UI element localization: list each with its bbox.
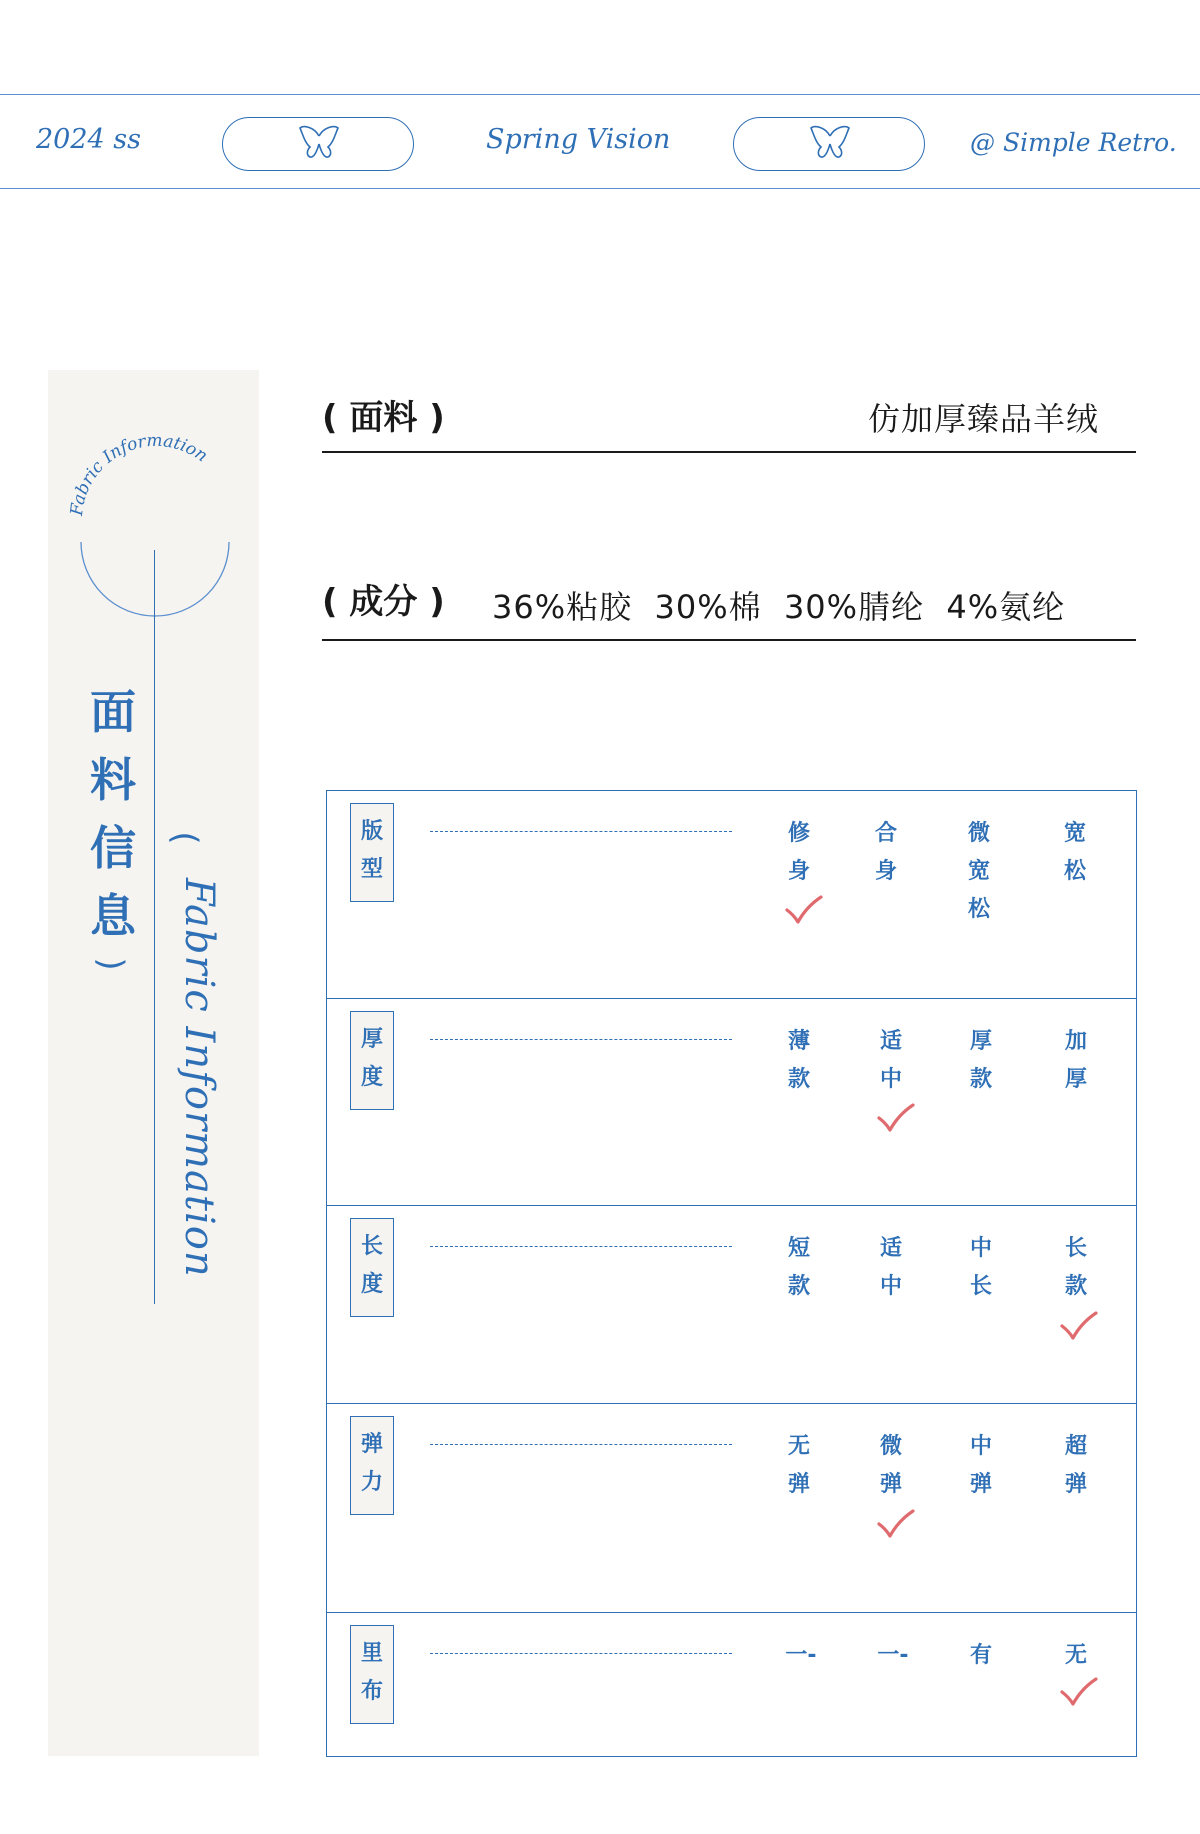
header-bottom-line	[0, 188, 1200, 189]
checkmark-icon	[1060, 1311, 1098, 1341]
option-label: 短款	[787, 1236, 810, 1299]
attribute-table	[326, 790, 1137, 1757]
butterfly-pill-right	[733, 117, 925, 171]
option-label: 合身	[874, 821, 897, 884]
butterfly-icon	[808, 124, 852, 162]
table-row	[327, 1206, 1136, 1404]
checkmark-icon	[877, 1103, 915, 1133]
attribute-label: 长度	[350, 1218, 394, 1317]
attribute-label: 里布	[350, 1625, 394, 1724]
option-label: 中长	[969, 1236, 992, 1299]
composition-rule	[322, 639, 1136, 641]
option-label: 微弹	[879, 1434, 902, 1497]
attribute-label: 版型	[350, 803, 394, 902]
option-label: 加厚	[1064, 1029, 1087, 1092]
side-paren-open: (	[164, 831, 205, 845]
table-row	[327, 1404, 1136, 1613]
checkmark-icon	[1060, 1677, 1098, 1707]
fabric-rule	[322, 451, 1136, 453]
dashed-leader	[430, 1653, 732, 1654]
fabric-value: 仿加厚臻品羊绒	[868, 400, 1100, 438]
option-label: 长款	[1064, 1236, 1087, 1299]
dashed-leader	[430, 1039, 732, 1040]
table-row	[327, 791, 1136, 999]
option-label: 一-	[877, 1643, 909, 1668]
brand-handle: @ Simple Retro.	[970, 128, 1177, 157]
option-label: 适中	[879, 1236, 902, 1299]
dashed-leader	[430, 1246, 732, 1247]
fabric-label: ( 面料 )	[322, 398, 445, 438]
side-script-text: Fabric Information	[176, 878, 222, 1278]
option-label: 有	[969, 1643, 992, 1668]
checkmark-icon	[785, 895, 823, 925]
header-top-line	[0, 94, 1200, 95]
table-row	[327, 1613, 1136, 1758]
collection-title: Spring Vision	[486, 124, 671, 155]
side-vertical-line	[154, 550, 155, 1304]
attribute-label: 厚度	[350, 1011, 394, 1110]
option-label: 薄款	[787, 1029, 810, 1092]
checkmark-icon	[877, 1509, 915, 1539]
attribute-label: 弹力	[350, 1416, 394, 1515]
composition-value: 36%粘胶 30%棉 30%腈纶 4%氨纶	[492, 588, 1066, 626]
option-label: 一-	[785, 1643, 817, 1668]
table-row	[327, 999, 1136, 1206]
dashed-leader	[430, 831, 732, 832]
butterfly-icon	[297, 124, 341, 162]
option-label: 修身	[787, 821, 810, 884]
option-label: 微宽松	[967, 821, 990, 922]
option-label: 无弹	[787, 1434, 810, 1497]
option-label: 无	[1064, 1643, 1087, 1668]
option-label: 厚款	[969, 1029, 992, 1092]
option-label: 超弹	[1064, 1434, 1087, 1497]
side-title: 面料信息	[90, 685, 136, 943]
side-paren-close: )	[90, 957, 131, 971]
arc-caption: Fabric Information	[67, 430, 212, 517]
dashed-leader	[430, 1444, 732, 1445]
butterfly-pill-left	[222, 117, 414, 171]
option-label: 宽松	[1063, 821, 1086, 884]
side-panel	[48, 370, 259, 1756]
option-label: 适中	[879, 1029, 902, 1092]
option-label: 中弹	[969, 1434, 992, 1497]
composition-label: ( 成分 )	[322, 582, 445, 622]
season-text: 2024 ss	[36, 124, 142, 155]
